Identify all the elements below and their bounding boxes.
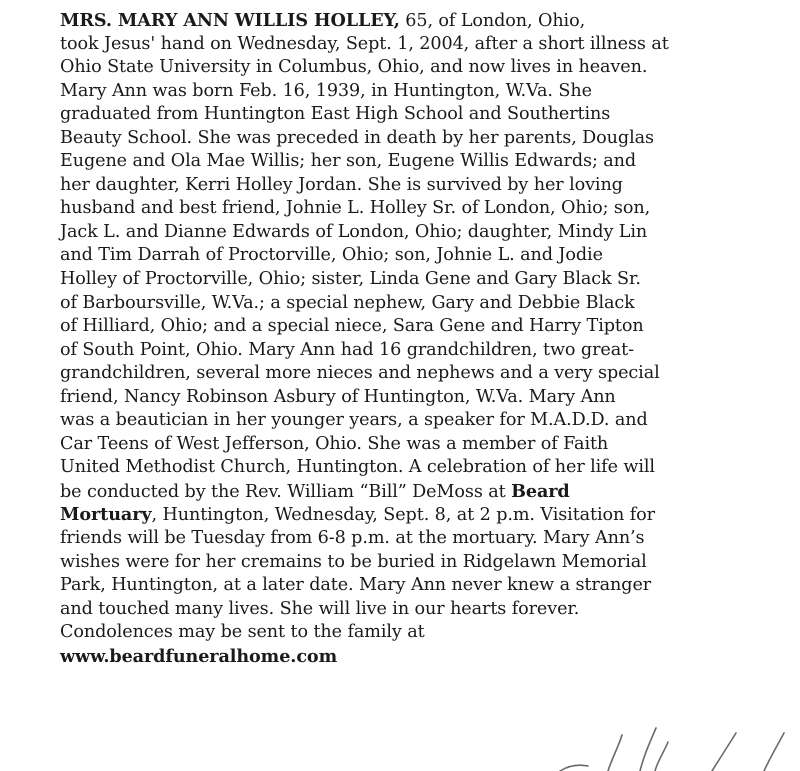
text-line [60,598,760,622]
line-text: her daughter, Kerri Holley Jordan. She is survived by her loving [60,174,623,195]
funeral-home-name: Mortuary [60,504,152,526]
handwritten-stroke [560,765,588,771]
text-line [60,433,760,457]
text-line [60,339,760,363]
line-text: of Barboursville, W.Va.; a special nephew, Gary and Debbie Black [60,292,635,313]
text-line [60,409,760,433]
line-text: and touched many lives. She will live in our hearts forever. [60,598,580,619]
funeral-home-name: Beard [511,480,570,502]
line-text: Beauty School. She was preceded in death by her parents, Douglas [60,127,654,148]
obituary-text [60,9,760,668]
text-line [60,174,760,198]
line-text: and Tim Darrah of Proctorville, Ohio; son, Johnie L. and Jodie [60,245,603,266]
line-text: of Hilliard, Ohio; and a special niece, Sara Gene and Harry Tipton [60,316,644,337]
line-text: Mary Ann was born Feb. 16, 1939, in Huntington, W.Va. She [60,80,592,101]
text-line [60,503,760,527]
line-text: Eugene and Ola Mae Willis; her son, Eugene Willis Edwards; and [60,151,637,172]
deceased-name: MRS. MARY ANN WILLIS HOLLEY, [60,10,400,31]
line-text: grandchildren, several more nieces and nephews and a very special [60,363,660,384]
line-text: friend, Nancy Robinson Asbury of Huntington, W.Va. Mary Ann [60,386,616,407]
line-text: Park, Huntington, at a later date. Mary Ann never knew a stranger [60,575,652,596]
text-line [60,9,760,33]
text-line [60,292,760,316]
text-line [60,362,760,386]
line-text: be conducted by the Rev. William “Bill” DeMoss at [60,481,512,502]
line-text: wishes were for her cremains to be buried in Ridgelawn Memorial [60,551,647,572]
line-text: friends will be Tuesday from 6-8 p.m. at the mortuary. Mary Ann’s [60,528,645,549]
handwritten-stroke [764,733,784,771]
text-line [60,197,760,221]
text-line [60,80,760,104]
text-line [60,244,760,268]
line-text: Holley of Proctorville, Ohio; sister, Linda Gene and Gary Black Sr. [60,269,641,290]
handwritten-stroke [655,742,668,771]
handwritten-stroke [712,733,736,771]
text-line [60,33,760,57]
line-text: United Methodist Church, Huntington. A celebration of her life will [60,457,655,478]
line-text: of South Point, Ohio. Mary Ann had 16 grandchildren, two great- [60,339,634,360]
line-text: husband and best friend, Johnie L. Holley Sr. of London, Ohio; son, [60,198,651,219]
text-line [60,150,760,174]
text-line [60,527,760,551]
line-text: , Huntington, Wednesday, Sept. 8, at 2 p.m. Visitation for [151,505,655,526]
handwritten-stroke [640,728,656,771]
text-line [60,221,760,245]
text-line [60,456,760,480]
line-text: Ohio State University in Columbus, Ohio, and now lives in heaven. [60,57,648,78]
text-line [60,574,760,598]
text-line [60,551,760,575]
line-text: graduated from Huntington East High School and Southertins [60,104,611,125]
text-line [60,56,760,80]
line-text: Car Teens of West Jefferson, Ohio. She was a member of Faith [60,433,609,454]
text-line [60,480,760,504]
text-line [60,315,760,339]
line-text: was a beautician in her younger years, a speaker for M.A.D.D. and [60,410,648,431]
line-text: took Jesus' hand on Wednesday, Sept. 1, 2004, after a short illness at [60,33,669,54]
website-address: www.beardfuneralhome.com [60,645,338,667]
line-text: 65, of London, Ohio, [399,11,586,31]
text-line [60,621,760,645]
text-line [60,127,760,151]
text-line [60,103,760,127]
text-line [60,645,760,669]
line-text: Condolences may be sent to the family at [60,622,425,643]
text-line [60,268,760,292]
text-line [60,386,760,410]
handwritten-stroke [608,735,622,771]
line-text: Jack L. and Dianne Edwards of London, Ohio; daughter, Mindy Lin [60,221,648,242]
